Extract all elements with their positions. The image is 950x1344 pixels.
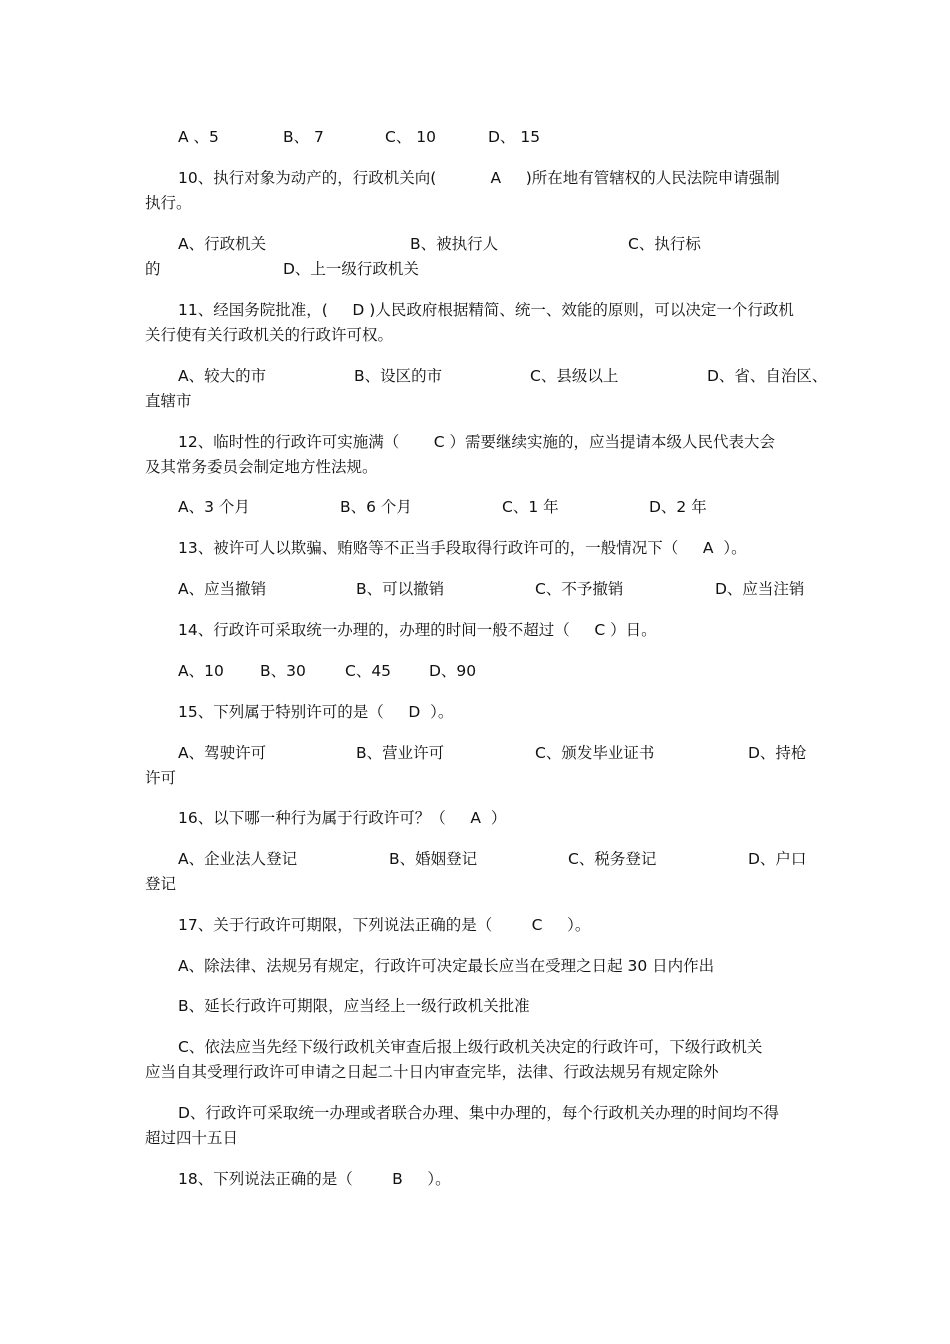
q13-option-a: A、应当撤销 — [178, 580, 267, 598]
q17-option-c-line2: 应当自其受理行政许可申请之日起二十日内审查完毕，法律、行政法规另有规定除外 — [145, 1063, 719, 1081]
q10-option-b: B、被执行人 — [410, 235, 499, 253]
q15-option-d-continued: 许可 — [145, 769, 177, 787]
q16-question: 16、以下哪一种行为属于行政许可？（ A ） — [178, 809, 507, 827]
q10-option-c: C、执行标 — [628, 235, 701, 253]
q11-question-line1: 11、经国务院批准，( D )人民政府根据精简、统一、效能的原则，可以决定一个行政机 — [178, 301, 794, 319]
q13-question: 13、被许可人以欺骗、贿赂等不正当手段取得行政许可的，一般情况下（ A ）。 — [178, 539, 747, 557]
q17-option-b: B、延长行政许可期限，应当经上一级行政机关批准 — [178, 997, 530, 1015]
q10-question-line1: 10、执行对象为动产的，行政机关向( A )所在地有管辖权的人民法院申请强制 — [178, 169, 780, 187]
q11-option-d-continued: 直辖市 — [145, 392, 192, 410]
q9-option-a: A 、5 — [178, 128, 219, 146]
q15-option-d: D、持枪 — [748, 744, 807, 762]
q15-question: 15、下列属于特别许可的是（ D ）。 — [178, 703, 454, 721]
q14-option-a: A、10 — [178, 662, 224, 680]
q12-question-line1: 12、临时性的行政许可实施满（ C ）需要继续实施的，应当提请本级人民代表大会 — [178, 433, 775, 451]
q9-option-b: B、 7 — [283, 128, 324, 146]
q14-option-c: C、45 — [345, 662, 392, 680]
q10-option-a: A、行政机关 — [178, 235, 267, 253]
q14-option-d: D、90 — [429, 662, 477, 680]
q10-question-line2: 执行。 — [145, 194, 192, 212]
q12-option-c: C、1 年 — [502, 498, 559, 516]
q10-option-d: D、上一级行政机关 — [283, 260, 419, 278]
q11-option-c: C、县级以上 — [530, 367, 619, 385]
q17-question: 17、关于行政许可期限，下列说法正确的是（ C ）。 — [178, 916, 591, 934]
q15-option-c: C、颁发毕业证书 — [535, 744, 655, 762]
q18-question: 18、下列说法正确的是（ B ）。 — [178, 1170, 451, 1188]
q9-option-c: C、 10 — [385, 128, 436, 146]
q16-option-b: B、婚姻登记 — [389, 850, 478, 868]
q12-option-a: A、3 个月 — [178, 498, 250, 516]
q16-option-c: C、税务登记 — [568, 850, 657, 868]
q14-option-b: B、30 — [260, 662, 306, 680]
q12-option-d: D、2 年 — [649, 498, 707, 516]
q17-option-d-line2: 超过四十五日 — [145, 1129, 239, 1147]
q11-option-b: B、设区的市 — [354, 367, 443, 385]
q11-option-a: A、较大的市 — [178, 367, 267, 385]
q13-option-b: B、可以撤销 — [356, 580, 445, 598]
q10-option-c-continued: 的 — [145, 260, 161, 278]
q13-option-c: C、不予撤销 — [535, 580, 624, 598]
q15-option-b: B、营业许可 — [356, 744, 445, 762]
q11-option-d: D、省、自治区、 — [707, 367, 828, 385]
q12-option-b: B、6 个月 — [340, 498, 412, 516]
q16-option-d-continued: 登记 — [145, 875, 177, 893]
q17-option-a: A、除法律、法规另有规定，行政许可决定最长应当在受理之日起 30 日内作出 — [178, 957, 715, 975]
q17-option-c-line1: C、依法应当先经下级行政机关审查后报上级行政机关决定的行政许可，下级行政机关 — [178, 1038, 763, 1056]
q11-question-line2: 关行使有关行政机关的行政许可权。 — [145, 326, 394, 344]
q16-option-d: D、户口 — [748, 850, 807, 868]
q13-option-d: D、应当注销 — [715, 580, 805, 598]
q14-question: 14、行政许可采取统一办理的，办理的时间一般不超过（ C ）日。 — [178, 621, 657, 639]
q16-option-a: A、企业法人登记 — [178, 850, 298, 868]
q12-question-line2: 及其常务委员会制定地方性法规。 — [145, 458, 378, 476]
q9-option-d: D、 15 — [488, 128, 541, 146]
q15-option-a: A、驾驶许可 — [178, 744, 267, 762]
q17-option-d-line1: D、行政许可采取统一办理或者联合办理、集中办理的，每个行政机关办理的时间均不得 — [178, 1104, 779, 1122]
